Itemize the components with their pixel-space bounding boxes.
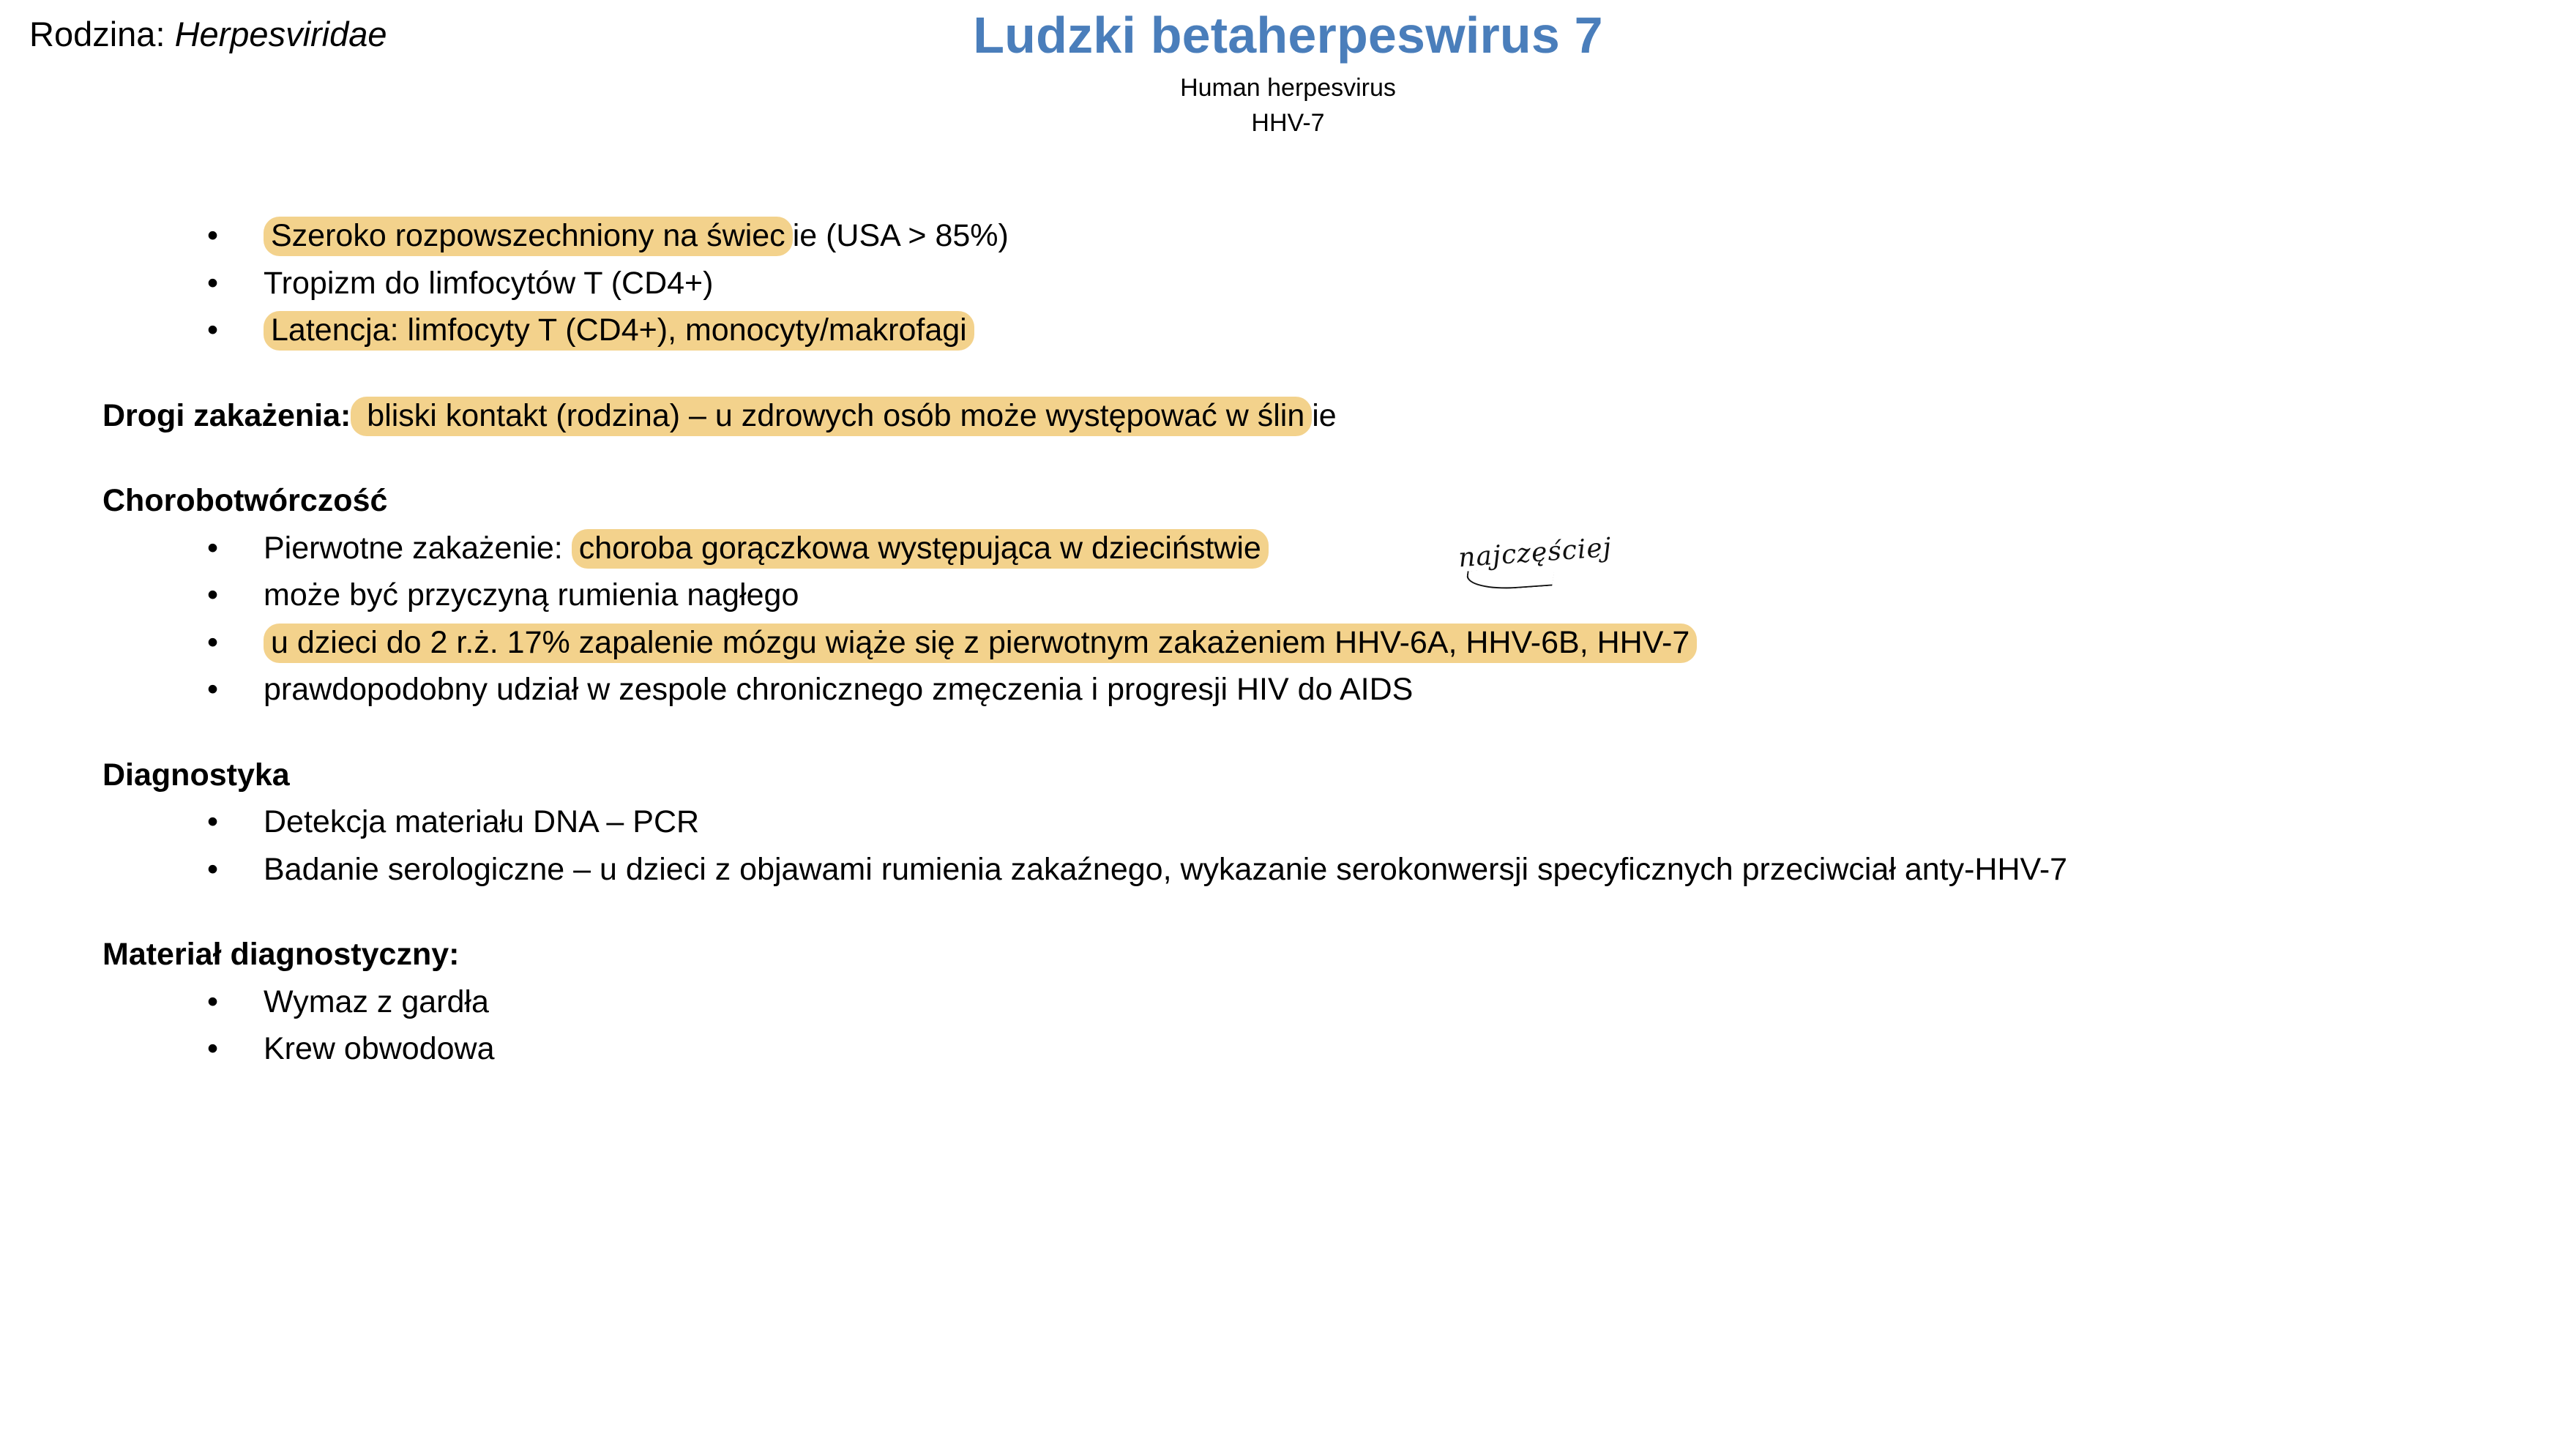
highlighted-text: choroba gorączkowa występująca w dzieciństwie [572,529,1269,569]
list-item [0,666,2576,714]
diagnostics-bullet-list [0,798,2576,893]
transmission-line [0,392,2576,440]
highlighted-text: bliski kontakt (rodzina) – u zdrowych osób może występować w ślin [351,397,1312,436]
section-heading-material: Materiał diagnostyczny: [102,937,460,972]
subtitle-english: Human herpesvirus [1180,74,1396,102]
list-item-text: Detekcja materiału DNA – PCR [264,804,700,839]
slide-content [0,212,2576,1073]
section-heading-pathogenicity: Chorobotwórczość [102,483,388,518]
family-name: Herpesviridae [174,15,387,53]
list-item-text: Krew obwodowa [264,1031,495,1066]
list-item [0,798,2576,846]
section-heading-diagnostics: Diagnostyka [102,757,290,793]
list-item [0,307,2576,354]
transmission-label: Drogi zakażenia: [102,397,351,433]
list-item [0,619,2576,667]
highlighted-text: Latencja: limfocyty T (CD4+), monocyty/makrofagi [264,311,974,351]
spacer [0,354,2576,392]
list-item [0,572,2576,619]
spacer [0,714,2576,752]
list-item [0,1025,2576,1073]
list-item [0,978,2576,1026]
list-item-text: Badanie serologiczne – u dzieci z objawami rumienia zakaźnego, wykazanie serokonwersji specyficznych przeciwciał anty-HHV-7 [264,851,2068,887]
annotation-text: najczęściej [1457,532,1613,574]
spacer [0,439,2576,477]
list-item [0,525,2576,572]
highlighted-text: Szeroko rozpowszechniony na świec [264,217,793,256]
pathogenicity-bullet-list [0,525,2576,714]
spacer [0,893,2576,931]
list-item [0,846,2576,894]
list-item-text: Tropizm do limfocytów T (CD4+) [264,265,714,301]
material-bullet-list [0,978,2576,1073]
page-title: Ludzki betaherpeswirus 7 [973,7,1603,64]
intro-bullet-list [0,212,2576,354]
list-item-text: może być przyczyną rumienia nagłego [264,577,799,613]
list-item [0,260,2576,307]
title-block [0,4,2576,141]
family-label: Rodzina: [29,15,175,53]
transmission-tail: ie [1312,397,1337,433]
list-item-text: prawdopodobny udział w zespole chronicznego zmęczenia i progresji HIV do AIDS [264,672,1414,707]
highlighted-text: u dzieci do 2 r.ż. 17% zapalenie mózgu wiąże się z pierwotnym zakażeniem HHV-6A, HHV-6B, HHV-7 [264,624,1697,663]
list-item-prefix: Pierwotne zakażenie: [264,530,572,566]
subtitle-abbreviation: HHV-7 [1251,108,1325,137]
list-item-text: ie (USA > 85%) [792,218,1009,253]
list-item [0,212,2576,260]
list-item-text: Wymaz z gardła [264,984,489,1019]
